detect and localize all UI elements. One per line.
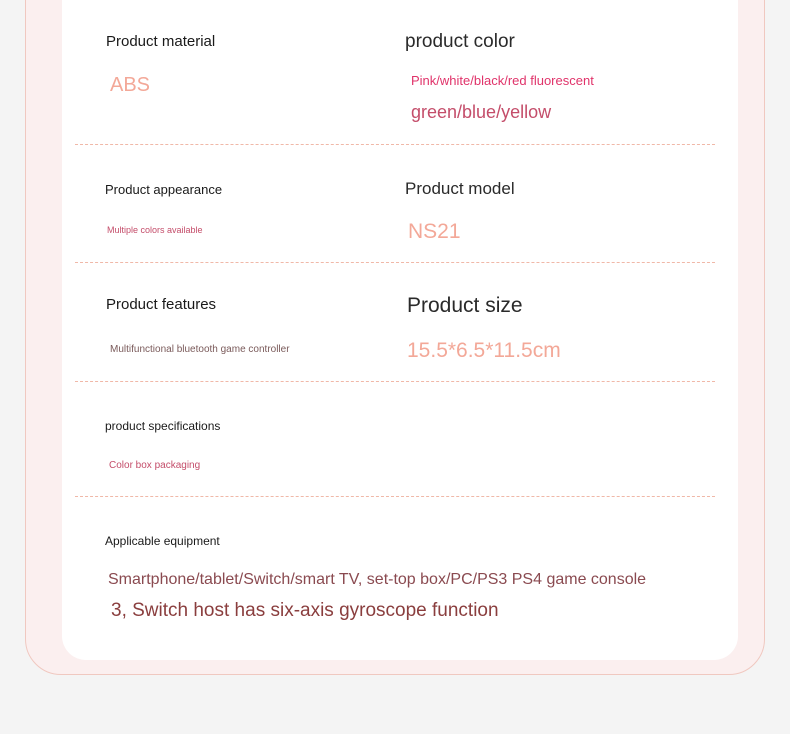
features-value: Multifunctional bluetooth game controller: [110, 344, 290, 355]
equipment-value-line1: Smartphone/tablet/Switch/smart TV, set-top box/PC/PS3 PS4 game console: [108, 571, 647, 588]
features-label: Product features: [106, 296, 217, 313]
divider: [75, 381, 715, 382]
specifications-label: product specifications: [105, 419, 221, 433]
equipment-label: Applicable equipment: [105, 534, 220, 548]
size-label: Product size: [407, 294, 523, 317]
spec-panel: [62, 0, 738, 660]
material-label: Product material: [106, 33, 216, 50]
model-value: NS21: [408, 220, 461, 243]
model-label: Product model: [405, 179, 515, 198]
color-value-line2: green/blue/yellow: [411, 102, 552, 122]
material-value: ABS: [110, 74, 151, 96]
specifications-value: Color box packaging: [109, 460, 201, 471]
appearance-label: Product appearance: [105, 182, 223, 197]
divider: [75, 144, 715, 145]
equipment-value-line2: 3, Switch host has six-axis gyroscope function: [111, 600, 499, 621]
color-label: product color: [405, 31, 515, 52]
divider: [75, 262, 715, 263]
divider: [75, 496, 715, 497]
size-value: 15.5*6.5*11.5cm: [407, 339, 561, 362]
appearance-value: Multiple colors available: [107, 225, 203, 235]
color-value-line1: Pink/white/black/red fluorescent: [411, 73, 594, 88]
